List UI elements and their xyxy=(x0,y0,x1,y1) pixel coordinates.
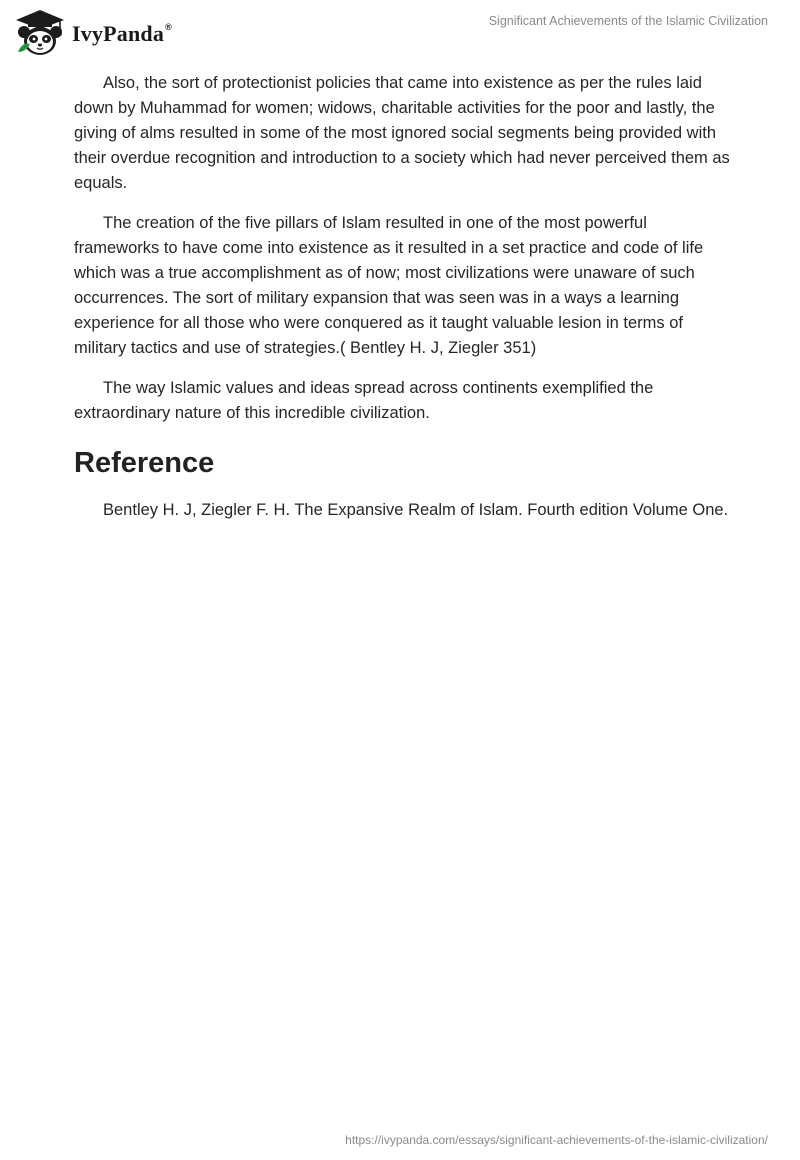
document-title: Significant Achievements of the Islamic Civilization xyxy=(488,14,768,28)
ivypanda-logo[interactable] xyxy=(14,8,172,58)
page-header xyxy=(0,0,800,64)
reference-entry: Bentley H. J, Ziegler F. H. The Expansive Realm of Islam. Fourth edition Volume One. xyxy=(103,501,729,519)
body-paragraph: The way Islamic values and ideas spread across continents exemplified the extraordinary nature of this incredible civilization. xyxy=(74,379,654,422)
source-url[interactable]: https://ivypanda.com/essays/significant-achievements-of-the-islamic-civilization/ xyxy=(345,1133,768,1147)
panda-graduate-icon xyxy=(14,8,66,58)
reference-heading: Reference xyxy=(74,447,215,479)
logo-wordmark: IvyPanda® xyxy=(72,21,172,46)
body-paragraph: Also, the sort of protectionist policies that came into existence as per the rules laid down by Muhammad for women; widows, charitable activities for the poor and lastly, the giving of alms resulted in some of the most ignored social segments being provided with their overdue recognition and introduction to a society which had never perceived them as equals. xyxy=(74,74,730,192)
body-paragraph: The creation of the five pillars of Islam resulted in one of the most powerful frameworks to have come into existence as it resulted in a set practice and code of life which was a true accomplishment as of now; most civilizations were unaware of such occurrences. The sort of military expansion that was seen was in a ways a learning experience for all those who were conquered as it taught valuable lesion in terms of military tactics and use of strategies.( Bentley H. J, Ziegler 351) xyxy=(74,214,704,357)
registered-mark: ® xyxy=(165,21,172,32)
essay-content xyxy=(74,71,734,538)
